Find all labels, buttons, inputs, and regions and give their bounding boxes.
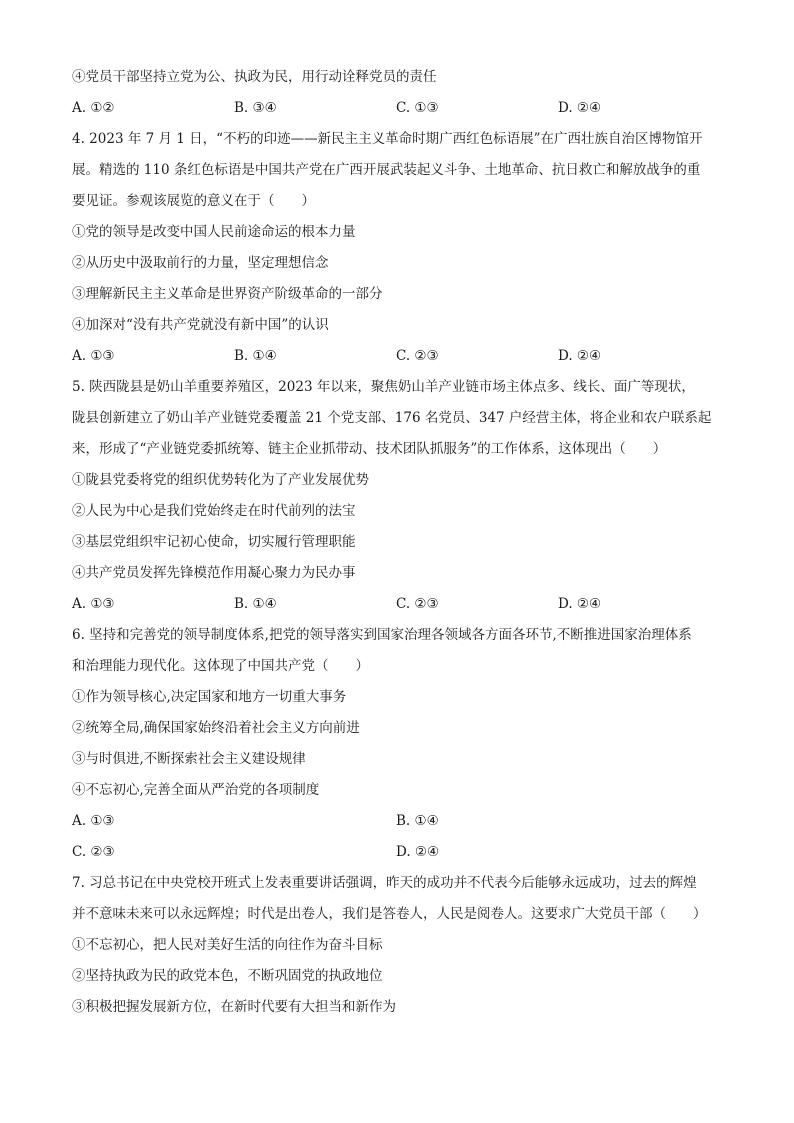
q3-statement-4: ④党员干部坚持立党为公、执政为民，用行动诠释党员的责任 (72, 69, 437, 85)
q4-stem-line-3: 要见证。参观该展览的意义在于（ ） (72, 193, 315, 209)
q4-statement-3: ③理解新民主主义革命是世界资产阶级革命的一部分 (72, 286, 383, 302)
q6-stem-line-2: 和治理能力现代化。这体现了中国共产党（ ） (72, 658, 369, 674)
q5-statement-2: ②人民为中心是我们党始终走在时代前列的法宝 (72, 503, 356, 519)
q5-statement-1: ①陇县党委将党的组织优势转化为了产业发展优势 (72, 472, 369, 488)
q3-option-c: C. ①③ (396, 100, 439, 116)
q4-stem-line-2: 展。精选的 110 条红色标语是中国共产党在广西开展武装起义斗争、土地革命、抗日救亡和解放战争的重 (72, 162, 701, 178)
q6-statement-3: ③与时俱进,不断探索社会主义建设规律 (72, 751, 306, 767)
q6-statement-2: ②统筹全局,确保国家始终沿着社会主义方向前进 (72, 720, 360, 736)
q7-stem-line-2: 并不意味未来可以永远辉煌；时代是出卷人，我们是答卷人，人民是阅卷人。这要求广大党员干部（ ） (72, 906, 707, 922)
q6-option-a: A. ①③ (72, 813, 115, 829)
q5-option-d: D. ②④ (558, 596, 602, 612)
q6-stem-line-1: 6. 坚持和完善党的领导制度体系,把党的领导落实到国家治理各领域各方面各环节,不断推进国家治理体系 (72, 627, 692, 643)
q4-option-a: A. ①③ (72, 348, 115, 364)
q7-stem-line-1: 7. 习总书记在中央党校开班式上发表重要讲话强调，昨天的成功并不代表今后能够永远成功，过去的辉煌 (72, 875, 697, 891)
q6-option-b: B. ①④ (396, 813, 439, 829)
q4-statement-1: ①党的领导是改变中国人民前途命运的根本力量 (72, 224, 356, 240)
q5-statement-3: ③基层党组织牢记初心使命，切实履行管理职能 (72, 534, 356, 550)
q7-statement-2: ②坚持执政为民的政党本色，不断巩固党的执政地位 (72, 968, 383, 984)
q7-statement-3: ③积极把握发展新方位，在新时代要有大担当和新作为 (72, 999, 396, 1015)
q3-option-b: B. ③④ (234, 100, 277, 116)
q5-stem-line-1: 5. 陕西陇县是奶山羊重要养殖区，2023 年以来，聚焦奶山羊产业链市场主体点多、线长、面广等现状， (72, 379, 695, 395)
q6-options-row-1 (72, 806, 732, 837)
q6-statement-4: ④不忘初心,完善全面从严治党的各项制度 (72, 782, 320, 798)
q6-statement-1: ①作为领导核心,决定国家和地方一切重大事务 (72, 689, 347, 705)
q3-options (72, 93, 732, 124)
q4-statement-4: ④加深对“没有共产党就没有新中国”的认识 (72, 317, 329, 333)
q4-option-c: C. ②③ (396, 348, 439, 364)
q5-option-b: B. ①④ (234, 596, 277, 612)
q6-option-c: C. ②③ (72, 844, 115, 860)
q3-option-d: D. ②④ (558, 100, 602, 116)
q7-statement-1: ①不忘初心，把人民对美好生活的向往作为奋斗目标 (72, 937, 383, 953)
q3-option-a: A. ①② (72, 100, 115, 116)
q4-options (72, 341, 732, 372)
q4-option-d: D. ②④ (558, 348, 602, 364)
q5-option-c: C. ②③ (396, 596, 439, 612)
q6-option-d: D. ②④ (396, 844, 440, 860)
q4-option-b: B. ①④ (234, 348, 277, 364)
q5-stem-line-2: 陇县创新建立了奶山羊产业链党委覆盖 21 个党支部、176 名党员、347 户经营主体，将企业和农户联系起 (72, 410, 712, 426)
q4-stem-line-1: 4. 2023 年 7 月 1 日，“不朽的印迹——新民主主义革命时期广西红色标语展”在广西壮族自治区博物馆开 (72, 131, 703, 147)
q5-statement-4: ④共产党员发挥先锋模范作用凝心聚力为民办事 (72, 565, 356, 581)
q6-options-row-2 (72, 837, 732, 868)
q5-stem-line-3: 来，形成了“产业链党委抓统筹、链主企业抓带动、技术团队抓服务”的工作体系，这体现出（ ） (72, 441, 667, 457)
q5-option-a: A. ①③ (72, 596, 115, 612)
exam-page (72, 62, 732, 1023)
q4-statement-2: ②从历史中汲取前行的力量，坚定理想信念 (72, 255, 329, 271)
q5-options (72, 589, 732, 620)
